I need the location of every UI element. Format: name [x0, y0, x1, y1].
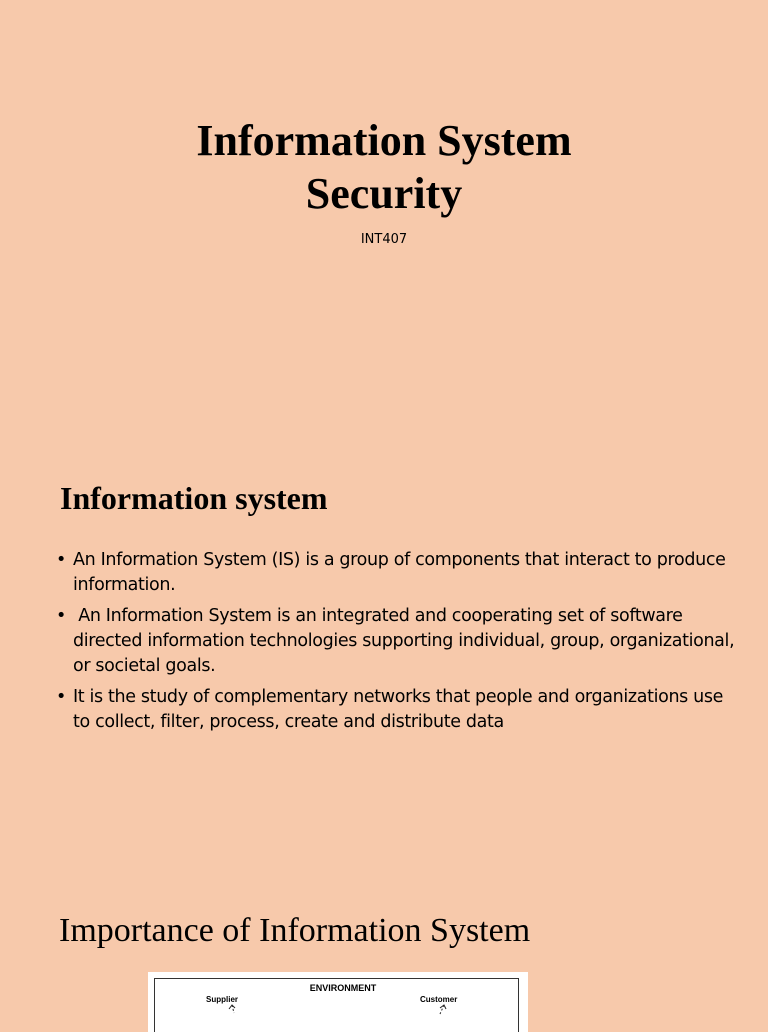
customer-arrowhead-icon [440, 1005, 446, 1009]
slide-heading: Importance of Information System [59, 912, 531, 949]
supplier-label: Supplier [206, 995, 239, 1004]
bullet-icon: • [56, 550, 66, 570]
environment-label: ENVIRONMENT [309, 983, 377, 993]
bullet-text: It is the study of complementary networks that people and organizations use to collect, filter, process, create and distribute data [73, 687, 724, 732]
slide-heading: Information system [60, 480, 328, 516]
bullet-item [56, 685, 736, 735]
environment-diagram [148, 972, 528, 1032]
title-line-1: Information System [196, 116, 572, 165]
customer-label: Customer [420, 995, 458, 1004]
bullet-icon: • [56, 687, 66, 707]
bullet-item [56, 548, 736, 598]
bullet-icon: • [56, 606, 66, 626]
importance-slide [0, 880, 768, 1024]
title-line-2: Security [305, 169, 463, 218]
bullet-item [56, 604, 740, 679]
bullet-text: An Information System (IS) is a group of components that interact to produce information. [73, 550, 726, 595]
information-system-slide [0, 440, 768, 880]
course-code: INT407 [360, 232, 408, 247]
title-slide [0, 0, 768, 440]
bullet-text: An Information System is an integrated and cooperating set of software directed information technologies supporting individual, group, organizational, or societal goals. [73, 606, 740, 676]
bullet-list [56, 548, 740, 741]
diagram-arrows [148, 972, 528, 1032]
slide-title [0, 114, 768, 220]
